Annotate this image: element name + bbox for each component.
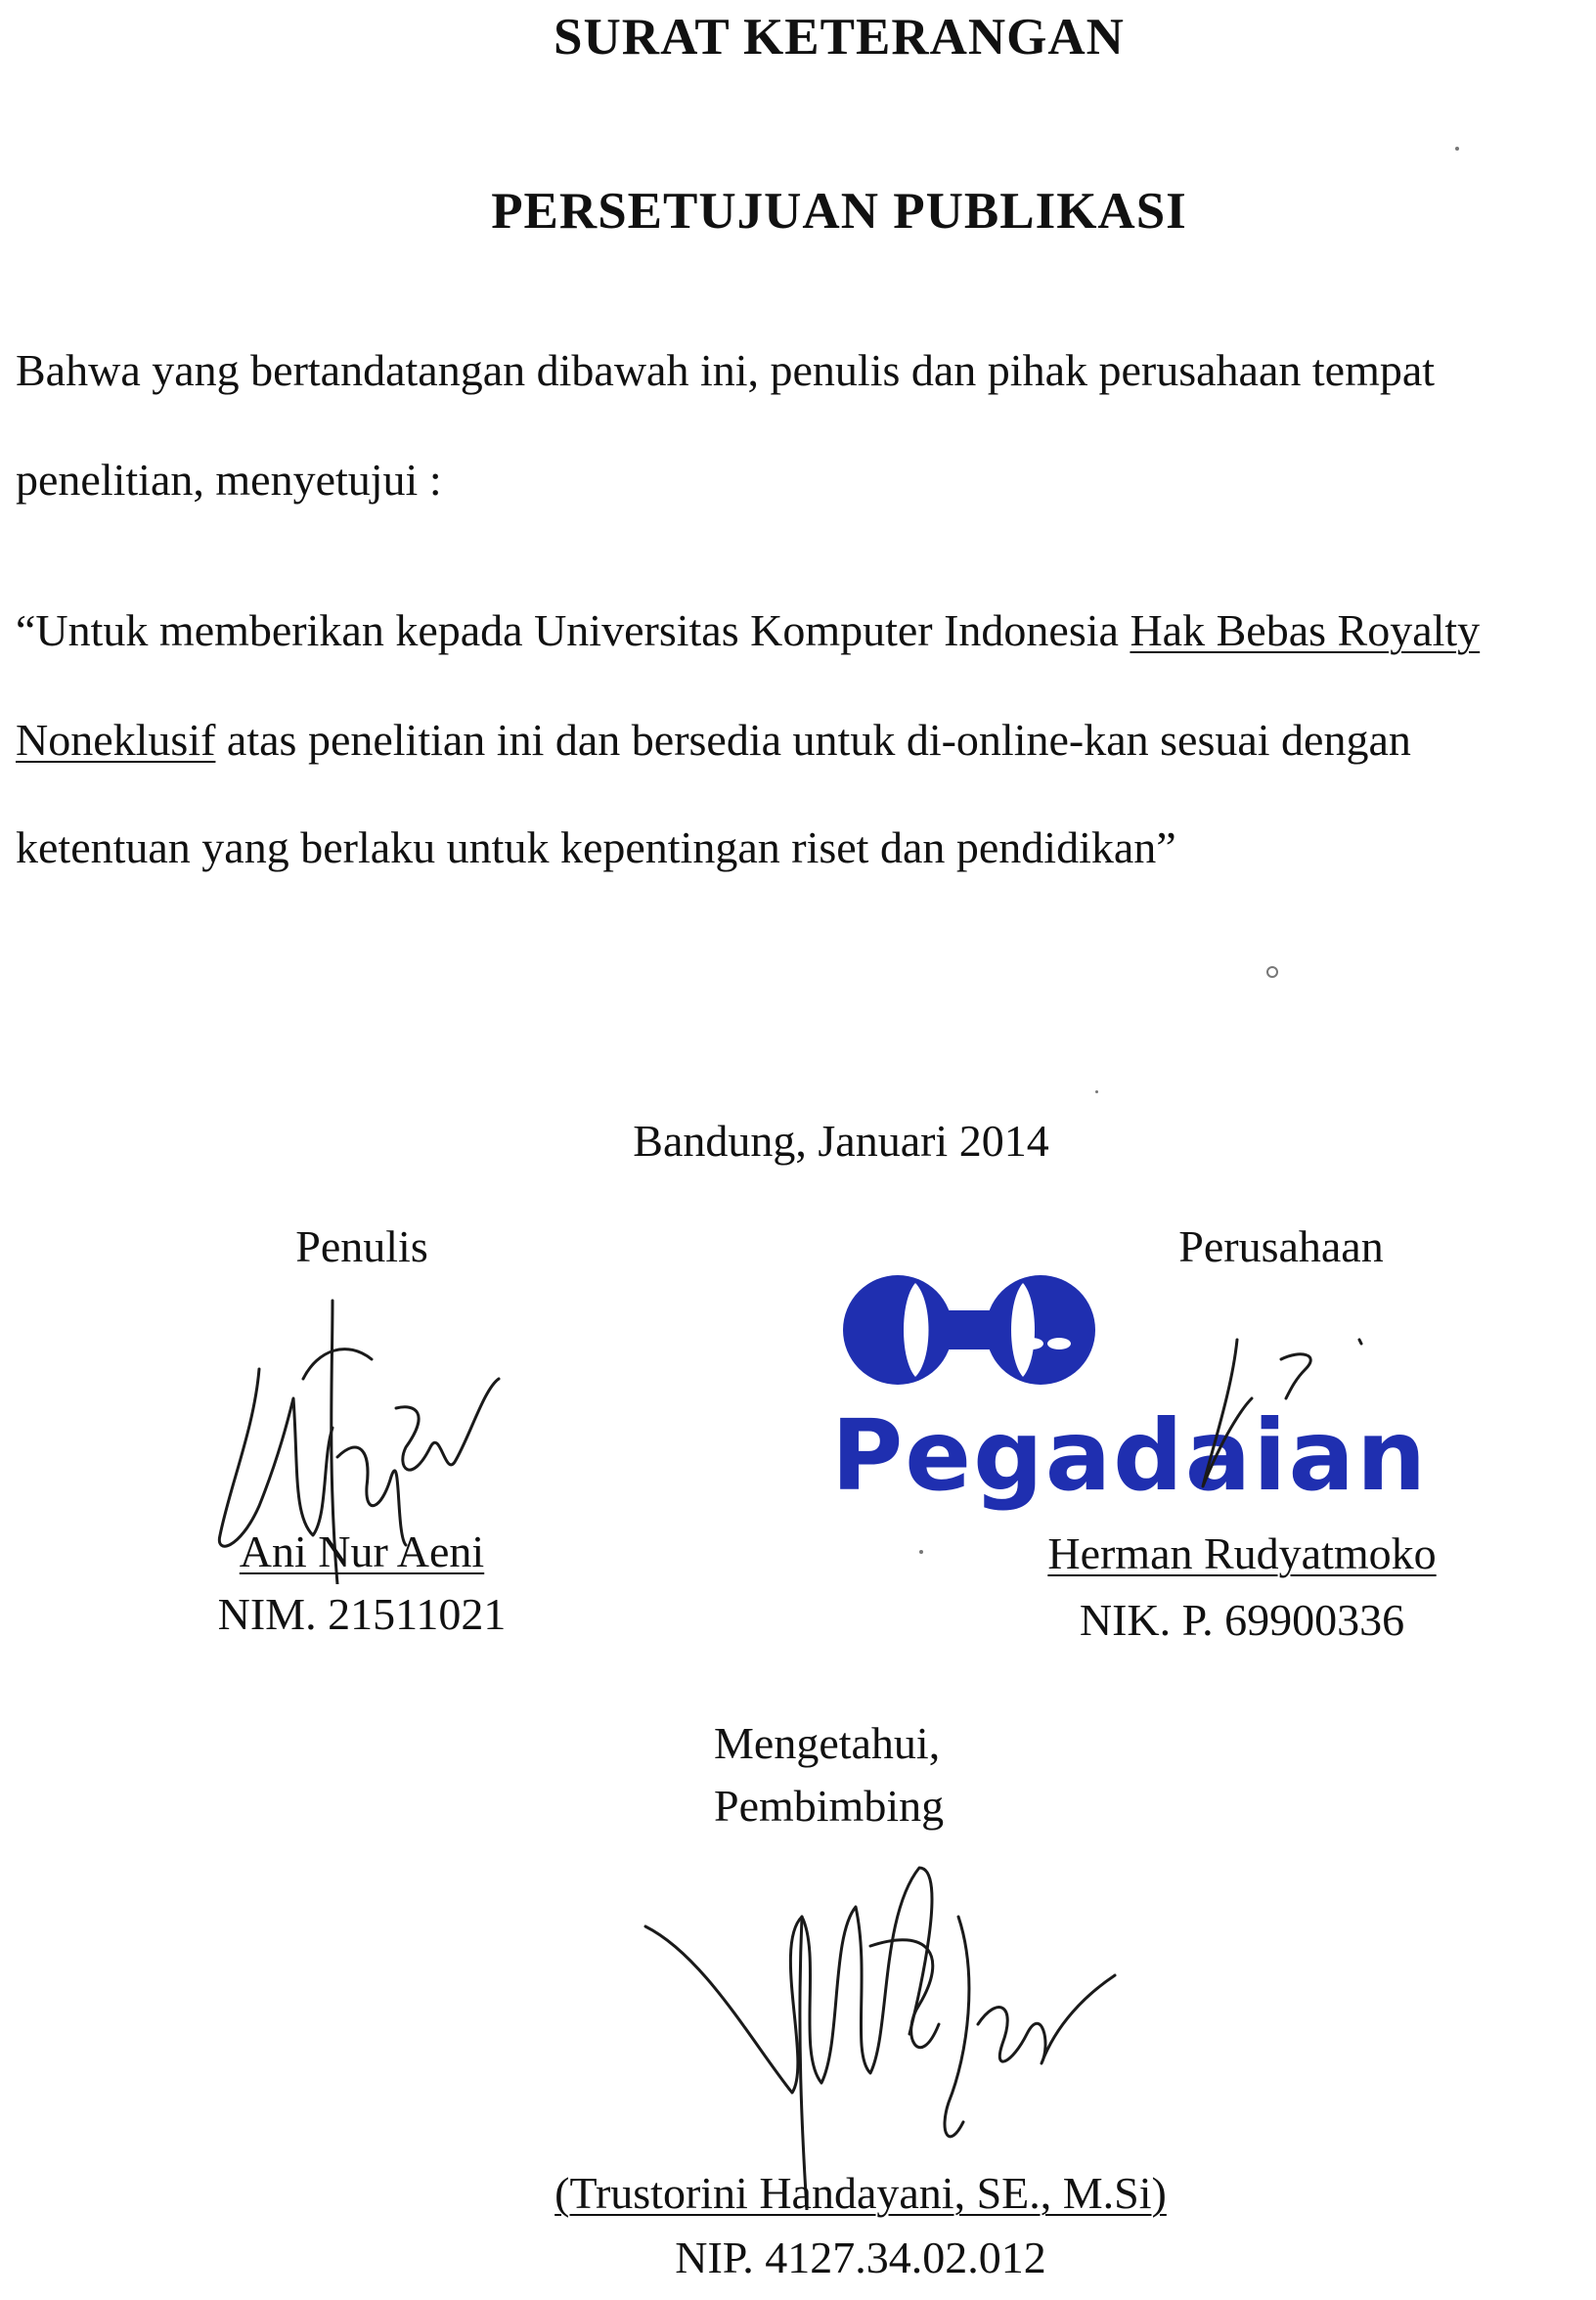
statement-line-1: [16, 604, 1480, 656]
supervisor-name-text: (Trustorini Handayani, SE., M.Si): [554, 2168, 1167, 2218]
supervisor-name: [509, 2167, 1213, 2219]
supervisor-signature: [626, 1858, 1174, 2210]
writer-name: [166, 1526, 557, 1577]
pegadaian-logo-icon: [839, 1271, 1113, 1389]
document-subtitle: PERSETUJUAN PUBLIKASI: [491, 183, 1187, 240]
writer-name-text: Ani Nur Aeni: [239, 1526, 485, 1576]
company-name: [998, 1527, 1486, 1579]
noneklusif-term: Noneklusif: [16, 715, 216, 765]
scan-speck: [1266, 966, 1278, 978]
statement-line-2: [16, 714, 1411, 766]
intro-line-2: penelitian, menyetujui :: [16, 455, 442, 505]
royalty-term: Hak Bebas Royalty: [1130, 605, 1481, 655]
statement-line-1-text: “Untuk memberikan kepada Universitas Komputer Indonesia: [16, 605, 1130, 655]
writer-role: Penulis: [295, 1221, 428, 1271]
statement-line-2-text: atas penelitian ini dan bersedia untuk di-online-kan sesuai dengan: [215, 715, 1411, 765]
document-title: SURAT KETERANGAN: [554, 9, 1125, 66]
intro-line-1: Bahwa yang bertandatangan dibawah ini, penulis dan pihak perusahaan tempat: [16, 345, 1436, 395]
statement-line-3: ketentuan yang berlaku untuk kepentingan riset dan pendidikan”: [16, 822, 1176, 872]
scan-speck: [1455, 147, 1459, 151]
supervisor-acknowledge: Mengetahui,: [714, 1718, 941, 1768]
supervisor-id: NIP. 4127.34.02.012: [675, 2233, 1046, 2282]
scan-speck: [1095, 1090, 1098, 1093]
scan-speck: [919, 1550, 923, 1554]
company-role: Perusahaan: [1178, 1221, 1384, 1271]
place-date: Bandung, Januari 2014: [633, 1116, 1049, 1166]
stamp-wordmark: Pegadaian: [831, 1398, 1429, 1513]
supervisor-role: Pembimbing: [714, 1781, 945, 1831]
company-signature: [1183, 1330, 1438, 1526]
writer-id: NIM. 21511021: [217, 1589, 507, 1639]
company-name-text: Herman Rudyatmoko: [1047, 1528, 1437, 1578]
company-id: NIK. P. 69900336: [1079, 1595, 1405, 1645]
